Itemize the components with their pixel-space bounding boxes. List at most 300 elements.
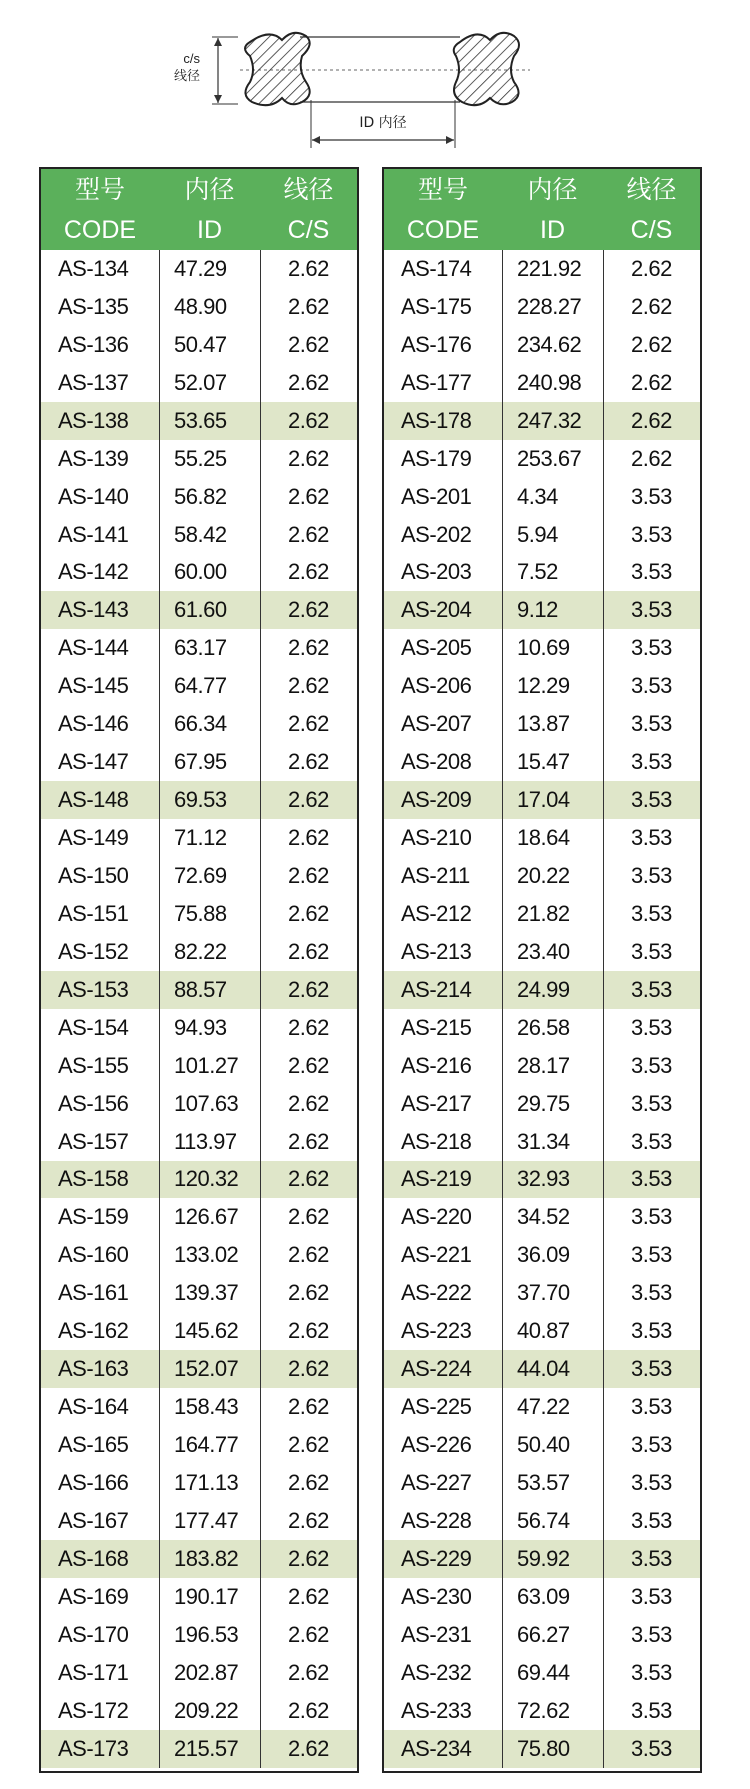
cell-cs: 3.53 — [631, 976, 672, 1002]
oring-cross-section-diagram — [0, 0, 750, 160]
cell-code: AS-169 — [58, 1583, 129, 1609]
cell-cs: 2.62 — [288, 1242, 329, 1268]
table-row — [41, 364, 357, 402]
cell-code: AS-231 — [401, 1621, 472, 1647]
cell-cs: 2.62 — [288, 938, 329, 964]
cell-id: 64.77 — [174, 673, 227, 699]
cell-code: AS-141 — [58, 521, 129, 547]
table-row — [41, 1692, 357, 1730]
cell-id: 61.60 — [174, 597, 227, 623]
cell-cs: 3.53 — [631, 1204, 672, 1230]
table-row — [384, 895, 700, 933]
cell-cs: 2.62 — [288, 635, 329, 661]
cell-cs: 3.53 — [631, 521, 672, 547]
cell-code: AS-166 — [58, 1469, 129, 1495]
table-row — [384, 1161, 700, 1199]
cell-id: 215.57 — [174, 1735, 239, 1761]
table-row — [41, 1274, 357, 1312]
table-row — [41, 1388, 357, 1426]
cell-cs: 2.62 — [288, 521, 329, 547]
cell-code: AS-229 — [401, 1545, 472, 1571]
cell-id: 67.95 — [174, 749, 227, 775]
table-row — [384, 1047, 700, 1085]
cell-code: AS-213 — [401, 938, 472, 964]
cell-id: 82.22 — [174, 938, 227, 964]
cell-id: 53.57 — [517, 1469, 570, 1495]
cell-cs: 2.62 — [288, 1507, 329, 1533]
table-row — [41, 1198, 357, 1236]
cell-id: 171.13 — [174, 1469, 239, 1495]
table-row — [41, 629, 357, 667]
cell-cs: 3.53 — [631, 1583, 672, 1609]
table-header — [41, 169, 357, 250]
table-row — [384, 1009, 700, 1047]
cell-id: 18.64 — [517, 825, 570, 851]
cell-code: AS-205 — [401, 635, 472, 661]
cell-cs: 2.62 — [631, 331, 672, 357]
cell-id: 10.69 — [517, 635, 570, 661]
id-label: ID 内径 — [359, 115, 407, 131]
cell-cs: 3.53 — [631, 1659, 672, 1685]
table-row — [41, 1616, 357, 1654]
table-row — [41, 819, 357, 857]
cell-code: AS-143 — [58, 597, 129, 623]
cell-id: 60.00 — [174, 559, 227, 585]
cell-code: AS-170 — [58, 1621, 129, 1647]
cell-id: 183.82 — [174, 1545, 239, 1571]
cell-cs: 2.62 — [288, 711, 329, 737]
cell-id: 158.43 — [174, 1394, 239, 1420]
cell-cs: 3.53 — [631, 1394, 672, 1420]
cell-code: AS-162 — [58, 1318, 129, 1344]
cell-code: AS-156 — [58, 1090, 129, 1116]
cell-cs: 2.62 — [631, 369, 672, 395]
cell-cs: 3.53 — [631, 597, 672, 623]
header-code: 型号 CODE — [406, 174, 480, 244]
cell-code: AS-227 — [401, 1469, 472, 1495]
cell-id: 63.17 — [174, 635, 227, 661]
table-row — [384, 1198, 700, 1236]
cell-code: AS-210 — [401, 825, 472, 851]
cell-cs: 3.53 — [631, 1052, 672, 1078]
cell-cs: 2.62 — [288, 1697, 329, 1723]
cell-code: AS-232 — [401, 1659, 472, 1685]
table-row — [41, 1123, 357, 1161]
cs-label-cn: 线径 — [173, 69, 200, 84]
cell-code: AS-159 — [58, 1204, 129, 1230]
cell-cs: 3.53 — [631, 1545, 672, 1571]
cell-cs: 2.62 — [288, 1735, 329, 1761]
cell-code: AS-158 — [58, 1166, 129, 1192]
table-row — [384, 1502, 700, 1540]
cell-code: AS-137 — [58, 369, 129, 395]
cell-cs: 3.53 — [631, 1318, 672, 1344]
cell-id: 69.44 — [517, 1659, 570, 1685]
cell-cs: 3.53 — [631, 1735, 672, 1761]
cell-id: 72.69 — [174, 862, 227, 888]
cell-cs: 3.53 — [631, 1128, 672, 1154]
cell-cs: 3.53 — [631, 938, 672, 964]
cell-id: 253.67 — [517, 445, 582, 471]
cell-id: 72.62 — [517, 1697, 570, 1723]
cell-code: AS-203 — [401, 559, 472, 585]
table-row — [384, 781, 700, 819]
table-row — [41, 1312, 357, 1350]
cell-code: AS-168 — [58, 1545, 129, 1571]
cell-code: AS-204 — [401, 597, 472, 623]
table-row — [41, 478, 357, 516]
cell-id: 53.65 — [174, 407, 227, 433]
cell-cs: 2.62 — [288, 369, 329, 395]
cell-cs: 3.53 — [631, 1242, 672, 1268]
cell-cs: 2.62 — [288, 1659, 329, 1685]
cell-code: AS-206 — [401, 673, 472, 699]
table-row — [384, 516, 700, 554]
cell-cs: 3.53 — [631, 787, 672, 813]
cell-code: AS-138 — [58, 407, 129, 433]
cell-code: AS-233 — [401, 1697, 472, 1723]
table-row — [41, 440, 357, 478]
cell-code: AS-176 — [401, 331, 472, 357]
table-row — [384, 1540, 700, 1578]
cell-id: 34.52 — [517, 1204, 570, 1230]
cell-code: AS-134 — [58, 255, 129, 281]
cell-cs: 3.53 — [631, 635, 672, 661]
cell-code: AS-222 — [401, 1280, 472, 1306]
table-body — [384, 250, 700, 1768]
cell-code: AS-218 — [401, 1128, 472, 1154]
table-row — [41, 591, 357, 629]
table-row — [384, 478, 700, 516]
cell-code: AS-167 — [58, 1507, 129, 1533]
cell-code: AS-154 — [58, 1014, 129, 1040]
cell-cs: 2.62 — [288, 1394, 329, 1420]
cell-cs: 2.62 — [288, 1052, 329, 1078]
cell-id: 29.75 — [517, 1090, 570, 1116]
cell-id: 37.70 — [517, 1280, 570, 1306]
cell-id: 36.09 — [517, 1242, 570, 1268]
table-row — [41, 781, 357, 819]
cell-cs: 2.62 — [288, 976, 329, 1002]
table-row — [384, 364, 700, 402]
table-row — [41, 933, 357, 971]
cell-code: AS-211 — [401, 862, 470, 888]
cell-cs: 3.53 — [631, 900, 672, 926]
cell-id: 66.34 — [174, 711, 227, 737]
cell-cs: 2.62 — [288, 1318, 329, 1344]
table-row — [41, 1654, 357, 1692]
cell-id: 17.04 — [517, 787, 570, 813]
cell-code: AS-163 — [58, 1356, 129, 1382]
cell-id: 48.90 — [174, 293, 227, 319]
cell-id: 40.87 — [517, 1318, 570, 1344]
cell-id: 23.40 — [517, 938, 570, 964]
cell-cs: 2.62 — [288, 900, 329, 926]
table-row — [41, 1578, 357, 1616]
table-row — [41, 1161, 357, 1199]
cell-id: 228.27 — [517, 293, 582, 319]
cell-code: AS-177 — [401, 369, 472, 395]
cell-cs: 3.53 — [631, 483, 672, 509]
header-code: 型号 CODE — [63, 174, 137, 244]
cell-code: AS-174 — [401, 255, 472, 281]
cell-code: AS-178 — [401, 407, 472, 433]
table-row — [384, 1616, 700, 1654]
table-row — [384, 667, 700, 705]
cell-code: AS-135 — [58, 293, 129, 319]
table-row — [41, 1730, 357, 1768]
table-row — [41, 1085, 357, 1123]
cell-id: 71.12 — [174, 825, 227, 851]
cell-code: AS-150 — [58, 862, 129, 888]
cell-code: AS-226 — [401, 1432, 472, 1458]
cell-cs: 3.53 — [631, 1356, 672, 1382]
cell-cs: 2.62 — [288, 293, 329, 319]
cell-cs: 2.62 — [288, 1545, 329, 1571]
cell-id: 50.47 — [174, 331, 227, 357]
table-row — [384, 402, 700, 440]
cell-id: 240.98 — [517, 369, 582, 395]
cell-cs: 3.53 — [631, 1166, 672, 1192]
cell-id: 209.22 — [174, 1697, 239, 1723]
cell-id: 13.87 — [517, 711, 570, 737]
cell-code: AS-147 — [58, 749, 129, 775]
cell-cs: 3.53 — [631, 559, 672, 585]
cell-id: 58.42 — [174, 521, 227, 547]
table-row — [384, 554, 700, 592]
cell-id: 24.99 — [517, 976, 570, 1002]
cell-cs: 3.53 — [631, 862, 672, 888]
cell-code: AS-152 — [58, 938, 129, 964]
table-row — [41, 516, 357, 554]
cell-code: AS-201 — [401, 483, 472, 509]
cell-code: AS-220 — [401, 1204, 472, 1230]
cell-code: AS-221 — [401, 1242, 472, 1268]
cell-id: 63.09 — [517, 1583, 570, 1609]
xring-section-right — [454, 33, 519, 105]
cell-code: AS-224 — [401, 1356, 472, 1382]
table-row — [384, 1312, 700, 1350]
cell-code: AS-202 — [401, 521, 472, 547]
cell-cs: 3.53 — [631, 1090, 672, 1116]
cell-cs: 2.62 — [288, 1014, 329, 1040]
cell-cs: 3.53 — [631, 711, 672, 737]
oring-size-table-left — [39, 167, 359, 1773]
table-row — [384, 1085, 700, 1123]
cell-id: 139.37 — [174, 1280, 239, 1306]
cell-code: AS-217 — [401, 1090, 472, 1116]
cell-cs: 2.62 — [288, 1128, 329, 1154]
table-row — [384, 857, 700, 895]
table-row — [384, 1692, 700, 1730]
cell-id: 145.62 — [174, 1318, 239, 1344]
cell-id: 202.87 — [174, 1659, 239, 1685]
table-header — [384, 169, 700, 250]
cell-id: 20.22 — [517, 862, 570, 888]
table-row — [384, 1730, 700, 1768]
cell-cs: 2.62 — [631, 293, 672, 319]
table-row — [384, 705, 700, 743]
cell-id: 152.07 — [174, 1356, 239, 1382]
cell-cs: 2.62 — [288, 1621, 329, 1647]
table-row — [384, 933, 700, 971]
cs-label: c/s — [183, 51, 200, 66]
table-row — [384, 1578, 700, 1616]
cell-cs: 2.62 — [288, 1090, 329, 1116]
cell-id: 44.04 — [517, 1356, 570, 1382]
table-row — [41, 1502, 357, 1540]
table-row — [41, 1350, 357, 1388]
table-row — [384, 1464, 700, 1502]
table-row — [384, 440, 700, 478]
table-row — [41, 1540, 357, 1578]
table-body — [41, 250, 357, 1768]
cell-id: 56.82 — [174, 483, 227, 509]
cell-id: 69.53 — [174, 787, 227, 813]
table-row — [41, 857, 357, 895]
cell-id: 50.40 — [517, 1432, 570, 1458]
cell-code: AS-165 — [58, 1432, 129, 1458]
cell-code: AS-228 — [401, 1507, 472, 1533]
cell-id: 88.57 — [174, 976, 227, 1002]
cell-id: 59.92 — [517, 1545, 570, 1571]
cell-id: 66.27 — [517, 1621, 570, 1647]
cell-cs: 2.62 — [288, 559, 329, 585]
cell-id: 32.93 — [517, 1166, 570, 1192]
cell-id: 15.47 — [517, 749, 570, 775]
cell-id: 55.25 — [174, 445, 227, 471]
cell-cs: 3.53 — [631, 1014, 672, 1040]
cell-code: AS-142 — [58, 559, 129, 585]
cell-code: AS-171 — [58, 1659, 129, 1685]
table-row — [41, 1464, 357, 1502]
cell-id: 196.53 — [174, 1621, 239, 1647]
cell-id: 75.80 — [517, 1735, 570, 1761]
table-row — [384, 1388, 700, 1426]
cell-code: AS-145 — [58, 673, 129, 699]
table-row — [384, 1654, 700, 1692]
cell-cs: 2.62 — [288, 787, 329, 813]
table-row — [384, 591, 700, 629]
table-row — [41, 1426, 357, 1464]
cell-code: AS-151 — [58, 900, 129, 926]
cell-id: 221.92 — [517, 255, 582, 281]
cell-code: AS-234 — [401, 1735, 472, 1761]
cell-code: AS-146 — [58, 711, 129, 737]
cell-cs: 3.53 — [631, 1507, 672, 1533]
cell-code: AS-153 — [58, 976, 129, 1002]
oring-size-table-right — [382, 167, 702, 1773]
cell-code: AS-173 — [58, 1735, 129, 1761]
cell-code: AS-207 — [401, 711, 472, 737]
cell-code: AS-225 — [401, 1394, 472, 1420]
cell-id: 120.32 — [174, 1166, 239, 1192]
cell-code: AS-215 — [401, 1014, 472, 1040]
table-row — [41, 895, 357, 933]
table-row — [384, 743, 700, 781]
header-id: 内径 ID — [184, 174, 235, 244]
cell-id: 133.02 — [174, 1242, 239, 1268]
header-id: 内径 ID — [527, 174, 578, 244]
cell-code: AS-175 — [401, 293, 472, 319]
cell-code: AS-140 — [58, 483, 129, 509]
cell-id: 52.07 — [174, 369, 227, 395]
table-row — [41, 1047, 357, 1085]
cell-id: 9.12 — [517, 597, 558, 623]
table-row — [41, 288, 357, 326]
cell-code: AS-149 — [58, 825, 129, 851]
cell-id: 5.94 — [517, 521, 558, 547]
cell-cs: 3.53 — [631, 1469, 672, 1495]
cell-cs: 2.62 — [288, 749, 329, 775]
cell-id: 177.47 — [174, 1507, 239, 1533]
table-row — [384, 250, 700, 288]
xring-section-left — [245, 33, 310, 105]
cell-id: 234.62 — [517, 331, 582, 357]
cell-code: AS-214 — [401, 976, 472, 1002]
cell-code: AS-160 — [58, 1242, 129, 1268]
cell-cs: 3.53 — [631, 1621, 672, 1647]
cell-code: AS-144 — [58, 635, 129, 661]
cell-code: AS-139 — [58, 445, 129, 471]
cell-code: AS-230 — [401, 1583, 472, 1609]
cell-id: 7.52 — [517, 559, 558, 585]
cell-id: 247.32 — [517, 407, 582, 433]
cell-id: 28.17 — [517, 1052, 570, 1078]
cell-cs: 2.62 — [288, 825, 329, 851]
table-row — [41, 554, 357, 592]
table-row — [41, 1009, 357, 1047]
table-row — [41, 326, 357, 364]
cell-id: 164.77 — [174, 1432, 239, 1458]
table-row — [41, 667, 357, 705]
cell-id: 113.97 — [174, 1128, 237, 1154]
cell-id: 126.67 — [174, 1204, 239, 1230]
header-cs: 线径 C/S — [626, 174, 677, 244]
cell-id: 31.34 — [517, 1128, 570, 1154]
cell-code: AS-223 — [401, 1318, 472, 1344]
table-row — [384, 971, 700, 1009]
cell-cs: 3.53 — [631, 1280, 672, 1306]
cell-code: AS-136 — [58, 331, 129, 357]
cell-cs: 3.53 — [631, 749, 672, 775]
cell-id: 47.22 — [517, 1394, 570, 1420]
cell-id: 26.58 — [517, 1014, 570, 1040]
table-row — [384, 1350, 700, 1388]
cell-cs: 2.62 — [288, 1356, 329, 1382]
cell-id: 47.29 — [174, 255, 227, 281]
table-row — [384, 326, 700, 364]
header-cs: 线径 C/S — [283, 174, 334, 244]
cell-id: 56.74 — [517, 1507, 570, 1533]
cell-id: 75.88 — [174, 900, 227, 926]
cell-cs: 2.62 — [288, 407, 329, 433]
cell-code: AS-157 — [58, 1128, 129, 1154]
cell-code: AS-209 — [401, 787, 472, 813]
cell-cs: 2.62 — [631, 445, 672, 471]
table-row — [41, 250, 357, 288]
cell-cs: 2.62 — [288, 862, 329, 888]
table-row — [41, 402, 357, 440]
table-row — [41, 743, 357, 781]
cell-cs: 2.62 — [288, 1432, 329, 1458]
cell-code: AS-208 — [401, 749, 472, 775]
cell-id: 12.29 — [517, 673, 570, 699]
cell-cs: 2.62 — [288, 331, 329, 357]
table-row — [41, 971, 357, 1009]
cell-id: 94.93 — [174, 1014, 227, 1040]
cell-cs: 2.62 — [288, 1204, 329, 1230]
